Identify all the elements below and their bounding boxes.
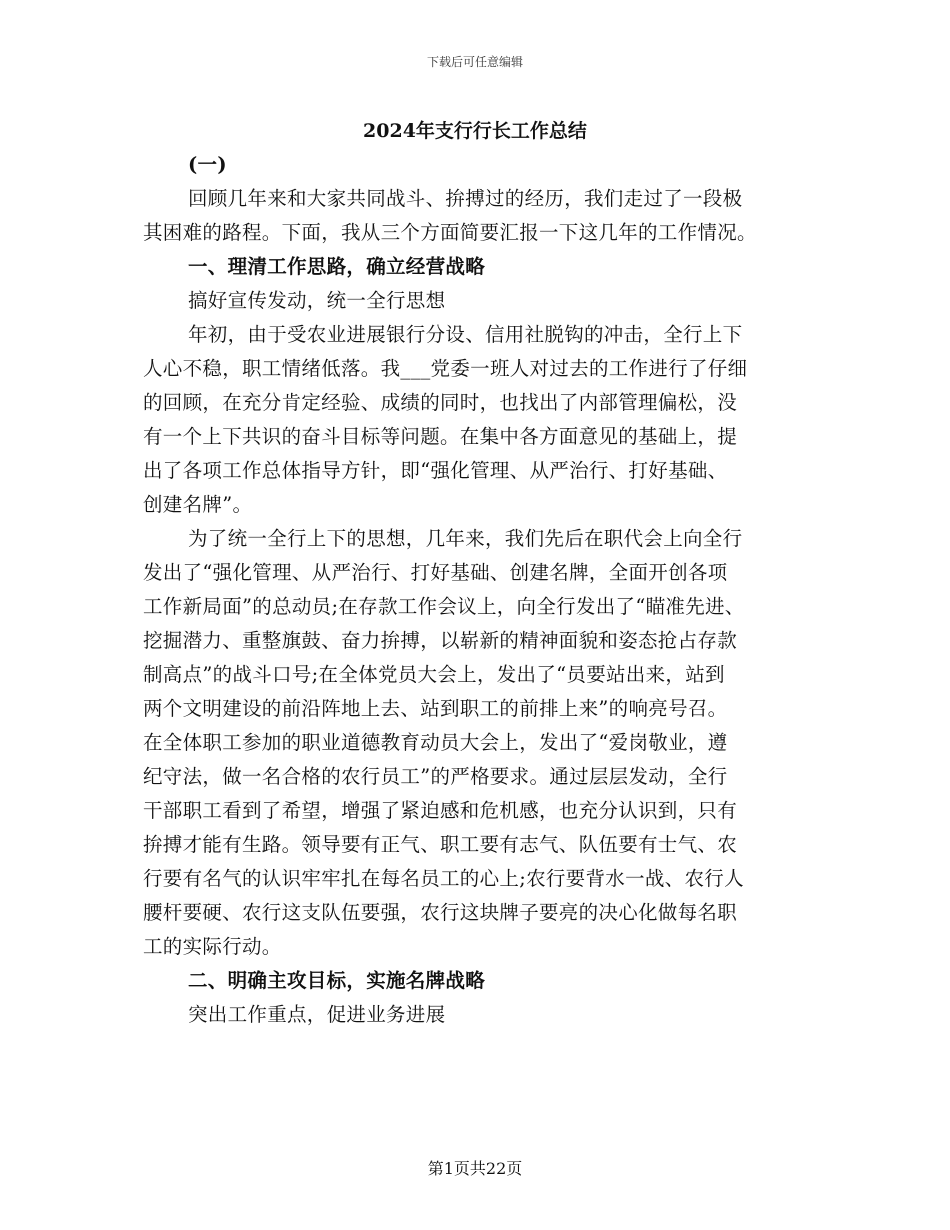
subheading: 搞好宣传发动，统一全行思想 — [188, 289, 446, 312]
paragraph-line: 纪守法，做一名合格的农行员工”的严格要求。通过层层发动，全行 — [143, 765, 728, 788]
paragraph-line: 两个文明建设的前沿阵地上去、站到职工的前排上来”的响亮号召。 — [143, 697, 728, 720]
document-body — [143, 148, 823, 1032]
paragraph-line: 挖掘潜力、重整旗鼓、奋力拚搏，以崭新的精神面貌和姿态抢占存款 — [143, 629, 738, 652]
paragraph-line: 回顾几年来和大家共同战斗、拚搏过的经历，我们走过了一段极 — [188, 187, 743, 210]
paragraph-line: 发出了“强化管理、从严治行、打好基础、创建名牌，全面开创各项 — [143, 561, 728, 584]
page-number-footer: 第1页共22页 — [427, 1159, 523, 1178]
paragraph-line: 在全体职工参加的职业道德教育动员大会上，发出了“爱岗敬业，遵 — [143, 731, 728, 754]
paragraph-line: 人心不稳，职工情绪低落。我___党委一班人对过去的工作进行了仔细 — [143, 357, 748, 380]
paragraph-line: 拚搏才能有生路。领导要有正气、职工要有志气、队伍要有士气、农 — [143, 833, 738, 856]
header-note: 下载后可任意编辑 — [426, 55, 523, 69]
document-title: 2024年支行行长工作总结 — [363, 120, 587, 142]
paragraph-line: 干部职工看到了希望，增强了紧迫感和危机感，也充分认识到，只有 — [143, 799, 738, 822]
section-heading: 一、理清工作思路，确立经营战略 — [188, 255, 486, 278]
paragraph-line: 制高点”的战斗口号;在全体党员大会上，发出了“员要站出来，站到 — [143, 663, 725, 686]
paragraph-line: 腰杆要硬、农行这支队伍要强，农行这块牌子要亮的决心化做每名职 — [143, 901, 738, 924]
paragraph-line: 为了统一全行上下的思想，几年来，我们先后在职代会上向全行 — [188, 527, 743, 550]
paragraph-line: 工的实际行动。 — [143, 935, 282, 958]
paragraph-line: 年初，由于受农业进展银行分设、信用社脱钩的冲击，全行上下 — [188, 323, 743, 346]
paragraph-line: 的回顾，在充分肯定经验、成绩的同时，也找出了内部管理偏松，没 — [143, 391, 738, 414]
section-heading: 二、明确主攻目标，实施名牌战略 — [188, 969, 486, 992]
paragraph-line: 行要有名气的认识牢牢扎在每名员工的心上;农行要背水一战、农行人 — [143, 867, 744, 890]
subheading: 突出工作重点，促进业务进展 — [188, 1003, 446, 1026]
paragraph-line: 出了各项工作总体指导方针，即“强化管理、从严治行、打好基础、 — [143, 459, 728, 482]
paragraph-line: (一) — [188, 153, 227, 176]
paragraph-line: 有一个上下共识的奋斗目标等问题。在集中各方面意见的基础上，提 — [143, 425, 738, 448]
paragraph-line: 工作新局面”的总动员;在存款工作会议上，向全行发出了“瞄准先进、 — [143, 595, 745, 618]
paragraph-line: 其困难的路程。下面，我从三个方面简要汇报一下这几年的工作情况。 — [143, 221, 757, 244]
paragraph-line: 创建名牌”。 — [143, 493, 253, 516]
